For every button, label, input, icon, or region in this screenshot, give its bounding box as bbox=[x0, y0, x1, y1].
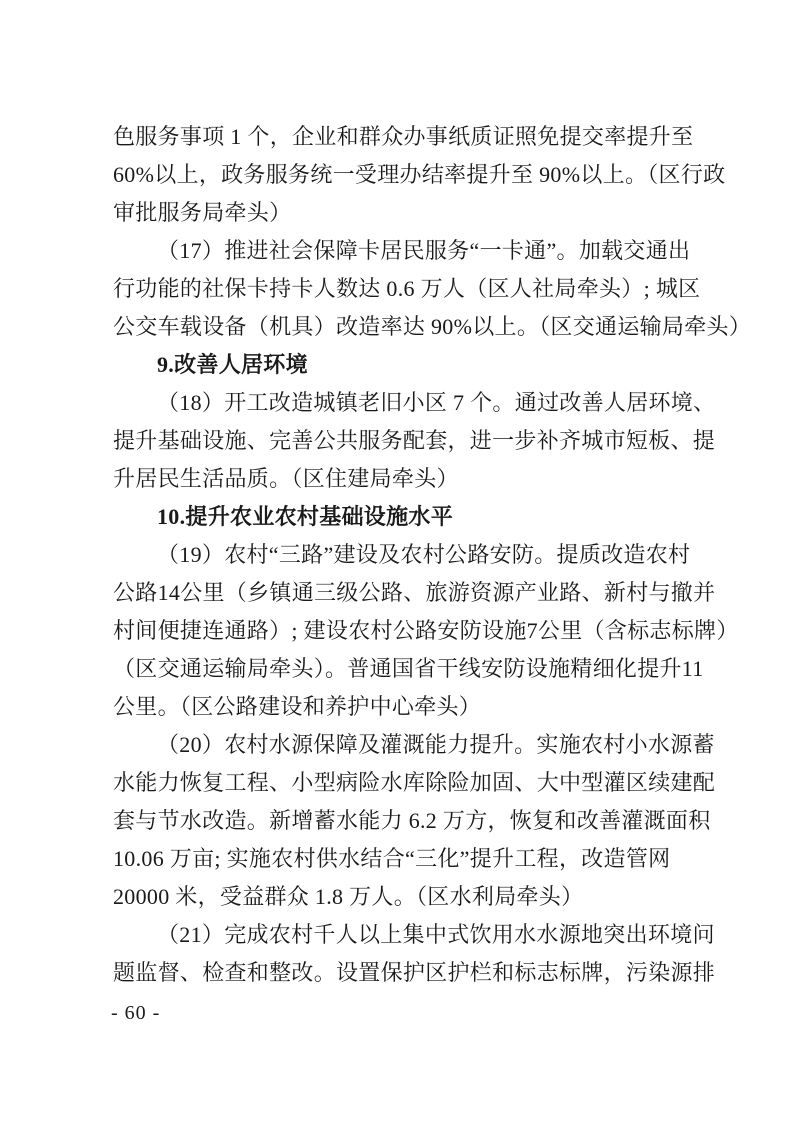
text-line: 提升基础设施、完善公共服务配套，进一步补齐城市短板、提 bbox=[113, 428, 716, 453]
page-number: - 60 - bbox=[111, 1002, 161, 1024]
document-body bbox=[113, 118, 752, 992]
text-line: 水能力恢复工程、小型病险水库除险加固、大中型灌区续建配 bbox=[113, 770, 716, 795]
text-line: 色服务事项 1 个，企业和群众办事纸质证照免提交率提升至 bbox=[113, 124, 694, 149]
text-line: （20）农村水源保障及灌溉能力提升。实施农村小水源蓄 bbox=[157, 732, 715, 757]
text-line: 20000 米，受益群众 1.8 万人。（区水利局牵头） bbox=[113, 884, 584, 909]
text-line: （19）农村“三路”建设及农村公路安防。提质改造农村 bbox=[157, 542, 691, 567]
section-heading: 10.提升农业农村基础设施水平 bbox=[157, 504, 454, 529]
text-line: 公里。（区公路建设和养护中心牵头） bbox=[113, 694, 482, 719]
text-line: 公交车载设备（机具）改造率达 90%以上。（区交通运输局牵头） bbox=[113, 314, 752, 339]
text-line: 审批服务局牵头） bbox=[113, 200, 292, 225]
text-line: （17）推进社会保障卡居民服务“一卡通”。加载交通出 bbox=[157, 238, 691, 263]
text-line: 村间便捷连通路）; 建设农村公路安防设施7公里（含标志标牌） bbox=[113, 618, 739, 643]
text-line: 升居民生活品质。（区住建局牵头） bbox=[113, 466, 459, 491]
section-heading: 9.改善人居环境 bbox=[157, 352, 308, 377]
text-line: 套与节水改造。新增蓄水能力 6.2 万方，恢复和改善灌溉面积 bbox=[113, 808, 711, 833]
text-line: 行功能的社保卡持卡人数达 0.6 万人（区人社局牵头）; 城区 bbox=[113, 276, 701, 301]
text-line: 公路14公里（乡镇通三级公路、旅游资源产业路、新村与撤并 bbox=[113, 580, 716, 605]
text-line: 题监督、检查和整改。设置保护区护栏和标志标牌，污染源排 bbox=[113, 960, 716, 985]
text-line: （区交通运输局牵头）。普通国省干线安防设施精细化提升11 bbox=[113, 656, 704, 681]
text-line: 60%以上，政务服务统一受理办结率提升至 90%以上。（区行政 bbox=[113, 162, 726, 187]
text-line: （18）开工改造城镇老旧小区 7 个。通过改善人居环境、 bbox=[157, 390, 716, 415]
text-line: （21）完成农村千人以上集中式饮用水水源地突出环境问 bbox=[157, 922, 715, 947]
text-line: 10.06 万亩; 实施农村供水结合“三化”提升工程，改造管网 bbox=[113, 846, 671, 871]
